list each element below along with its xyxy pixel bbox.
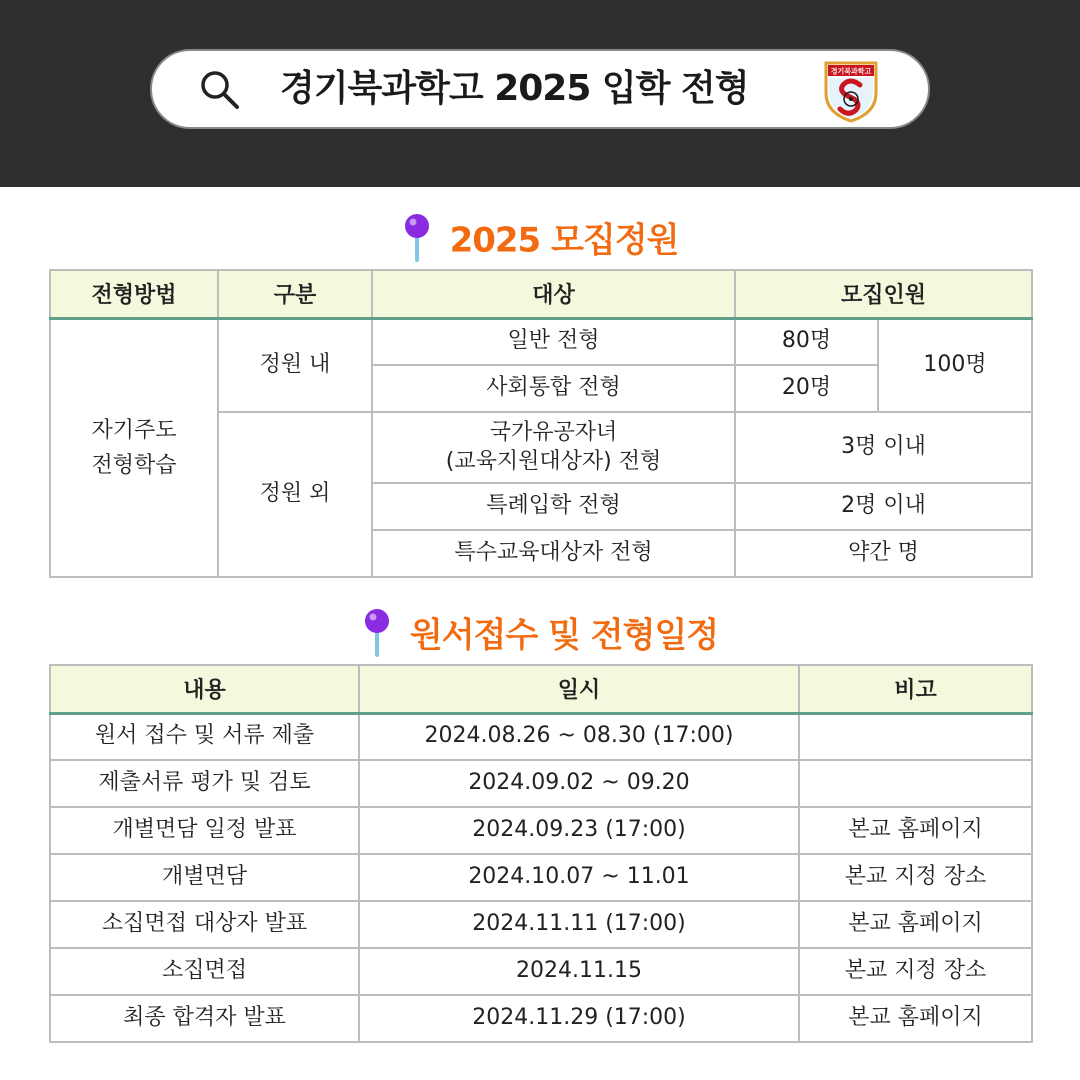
section-schedule-title (0, 607, 1080, 657)
method-cell: 자기주도 전형학습 (50, 318, 218, 577)
header-method: 전형방법 (50, 270, 218, 318)
target-cell: 특례입학 전형 (372, 483, 735, 530)
content-cell: 개별면담 (50, 854, 359, 901)
section-quota-label: 2025 모집정원 (449, 220, 679, 261)
header-note: 비고 (799, 665, 1032, 713)
note-cell: 본교 홈페이지 (799, 901, 1032, 948)
count-cell: 약간 명 (735, 530, 1032, 577)
count-cell: 20명 (735, 365, 878, 412)
content-cell: 제출서류 평가 및 검토 (50, 760, 359, 807)
note-cell: 본교 홈페이지 (799, 807, 1032, 854)
total-in-cell: 100명 (878, 318, 1032, 412)
quota-table (49, 269, 1033, 578)
header-content: 내용 (50, 665, 359, 713)
section-schedule-label: 원서접수 및 전형일정 (409, 615, 719, 656)
table-row (50, 807, 1032, 854)
content-cell: 원서 접수 및 서류 제출 (50, 713, 359, 760)
group-out-cell: 정원 외 (218, 412, 372, 577)
note-cell (799, 760, 1032, 807)
content-cell: 최종 합격자 발표 (50, 995, 359, 1042)
count-cell: 80명 (735, 318, 878, 365)
note-cell: 본교 홈페이지 (799, 995, 1032, 1042)
date-cell: 2024.11.29 (17:00) (359, 995, 799, 1042)
section-quota-title (0, 212, 1080, 262)
search-bar[interactable] (150, 49, 930, 129)
header-target: 대상 (372, 270, 735, 318)
date-cell: 2024.10.07 ~ 11.01 (359, 854, 799, 901)
header-count: 모집인원 (735, 270, 1032, 318)
table-row (50, 713, 1032, 760)
count-cell: 2명 이내 (735, 483, 1032, 530)
date-cell: 2024.08.26 ~ 08.30 (17:00) (359, 713, 799, 760)
date-cell: 2024.11.15 (359, 948, 799, 995)
top-banner (0, 0, 1080, 187)
content-cell: 개별면담 일정 발표 (50, 807, 359, 854)
note-cell: 본교 지정 장소 (799, 948, 1032, 995)
search-title: 경기북과학고 2025 입학 전형 (280, 68, 749, 109)
table-row (50, 760, 1032, 807)
target-cell: 사회통합 전형 (372, 365, 735, 412)
table-row (50, 854, 1032, 901)
school-logo (820, 57, 882, 123)
table-row (50, 995, 1032, 1042)
search-icon (198, 68, 242, 112)
group-in-cell: 정원 내 (218, 318, 372, 412)
target-cell: 일반 전형 (372, 318, 735, 365)
schedule-table (49, 664, 1033, 1043)
header-date: 일시 (359, 665, 799, 713)
count-cell: 3명 이내 (735, 412, 1032, 483)
target-cell: 국가유공자녀 (교육지원대상자) 전형 (372, 412, 735, 483)
note-cell (799, 713, 1032, 760)
content-cell: 소집면접 대상자 발표 (50, 901, 359, 948)
date-cell: 2024.09.23 (17:00) (359, 807, 799, 854)
pin-icon (362, 607, 392, 657)
date-cell: 2024.09.02 ~ 09.20 (359, 760, 799, 807)
table-row (50, 948, 1032, 995)
header-category: 구분 (218, 270, 372, 318)
pin-icon (402, 212, 432, 262)
table-row (50, 901, 1032, 948)
date-cell: 2024.11.11 (17:00) (359, 901, 799, 948)
content-cell: 소집면접 (50, 948, 359, 995)
target-cell: 특수교육대상자 전형 (372, 530, 735, 577)
svg-text:경기북과학고: 경기북과학고 (830, 67, 872, 76)
note-cell: 본교 지정 장소 (799, 854, 1032, 901)
